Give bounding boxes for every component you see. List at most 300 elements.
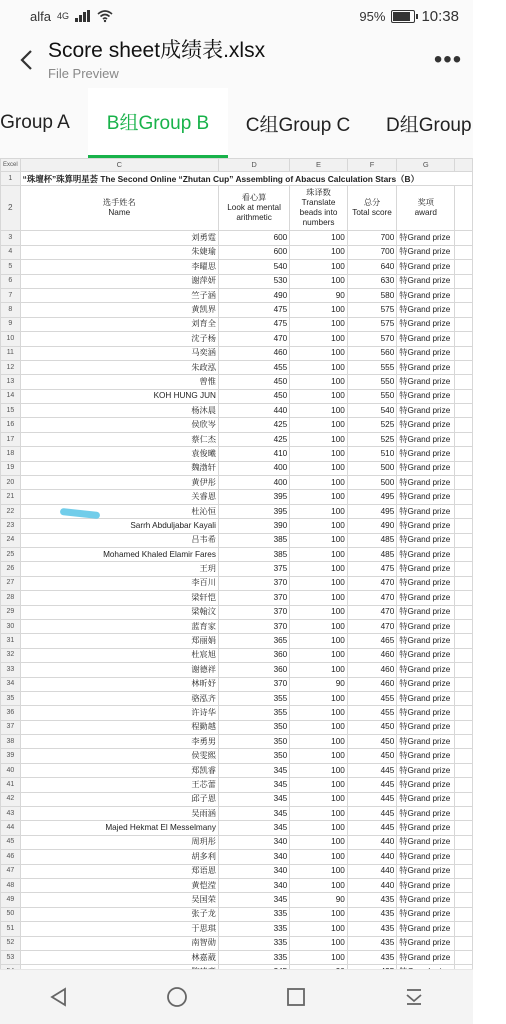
cell-name[interactable]: 谢德祥 (20, 663, 218, 677)
cell-beads-score[interactable]: 100 (290, 504, 348, 518)
cell-name[interactable]: Majed Hekmat El Messelmany (20, 821, 218, 835)
row-number[interactable]: 9 (1, 317, 21, 331)
cell-name[interactable]: 骆泓齐 (20, 691, 218, 705)
cell-award[interactable]: 特Grand prize (397, 576, 455, 590)
empty-cell[interactable] (455, 490, 473, 504)
cell-name[interactable]: 林嘉葳 (20, 950, 218, 964)
cell-name[interactable]: 蓝育家 (20, 619, 218, 633)
tab-group-b[interactable]: B组Group B (88, 88, 228, 158)
cell-award[interactable]: 特Grand prize (397, 619, 455, 633)
cell-award[interactable]: 特Grand prize (397, 533, 455, 547)
cell-name[interactable]: 刘育全 (20, 317, 218, 331)
cell-beads-score[interactable]: 100 (290, 519, 348, 533)
cell-total-score[interactable]: 540 (347, 404, 396, 418)
cell-name[interactable]: 袁俊曦 (20, 447, 218, 461)
cell-award[interactable]: 特Grand prize (397, 591, 455, 605)
cell-award[interactable]: 特Grand prize (397, 634, 455, 648)
col-letter[interactable]: F (347, 159, 396, 172)
cell-total-score[interactable]: 495 (347, 504, 396, 518)
cell-award[interactable]: 特Grand prize (397, 447, 455, 461)
cell-beads-score[interactable]: 100 (290, 663, 348, 677)
row-number[interactable]: 17 (1, 432, 21, 446)
cell-total-score[interactable]: 470 (347, 576, 396, 590)
row-number[interactable]: 1 (1, 172, 21, 186)
cell-total-score[interactable]: 575 (347, 317, 396, 331)
cell-mental-score[interactable]: 355 (218, 691, 289, 705)
empty-cell[interactable] (455, 792, 473, 806)
row-number[interactable]: 48 (1, 878, 21, 892)
cell-mental-score[interactable]: 470 (218, 332, 289, 346)
cell-name[interactable]: KOH HUNG JUN (20, 389, 218, 403)
cell-award[interactable]: 特Grand prize (397, 677, 455, 691)
cell-mental-score[interactable]: 340 (218, 878, 289, 892)
back-button[interactable] (10, 40, 42, 80)
cell-name[interactable]: 林昕妤 (20, 677, 218, 691)
cell-beads-score[interactable]: 100 (290, 778, 348, 792)
cell-total-score[interactable]: 510 (347, 447, 396, 461)
cell-total-score[interactable]: 450 (347, 735, 396, 749)
empty-cell[interactable] (455, 821, 473, 835)
empty-cell[interactable] (455, 763, 473, 777)
empty-cell[interactable] (455, 461, 473, 475)
cell-award[interactable]: 特Grand prize (397, 648, 455, 662)
empty-cell[interactable] (455, 476, 473, 490)
empty-cell[interactable] (455, 950, 473, 964)
cell-mental-score[interactable]: 345 (218, 807, 289, 821)
cell-mental-score[interactable]: 530 (218, 274, 289, 288)
empty-cell[interactable] (455, 619, 473, 633)
cell-award[interactable]: 特Grand prize (397, 260, 455, 274)
row-number[interactable]: 43 (1, 807, 21, 821)
cell-total-score[interactable]: 500 (347, 476, 396, 490)
row-number[interactable]: 20 (1, 476, 21, 490)
cell-beads-score[interactable]: 100 (290, 274, 348, 288)
nav-notification-button[interactable] (394, 977, 434, 1017)
empty-cell[interactable] (455, 634, 473, 648)
cell-beads-score[interactable]: 100 (290, 878, 348, 892)
cell-award[interactable]: 特Grand prize (397, 835, 455, 849)
cell-award[interactable]: 特Grand prize (397, 864, 455, 878)
cell-total-score[interactable]: 485 (347, 547, 396, 561)
empty-cell[interactable] (455, 519, 473, 533)
empty-cell[interactable] (455, 346, 473, 360)
cell-mental-score[interactable]: 365 (218, 634, 289, 648)
cell-mental-score[interactable]: 425 (218, 418, 289, 432)
cell-award[interactable]: 特Grand prize (397, 922, 455, 936)
row-number[interactable]: 3 (1, 231, 21, 245)
cell-beads-score[interactable]: 90 (290, 288, 348, 302)
empty-cell[interactable] (455, 936, 473, 950)
cell-total-score[interactable]: 700 (347, 245, 396, 259)
cell-name[interactable]: 张子龙 (20, 907, 218, 921)
cell-award[interactable]: 特Grand prize (397, 418, 455, 432)
cell-beads-score[interactable]: 100 (290, 260, 348, 274)
cell-total-score[interactable]: 560 (347, 346, 396, 360)
row-number[interactable]: 36 (1, 706, 21, 720)
cell-award[interactable]: 特Grand prize (397, 735, 455, 749)
cell-award[interactable]: 特Grand prize (397, 605, 455, 619)
cell-award[interactable]: 特Grand prize (397, 907, 455, 921)
cell-total-score[interactable]: 445 (347, 778, 396, 792)
empty-cell[interactable] (455, 389, 473, 403)
cell-name[interactable]: 李曜思 (20, 260, 218, 274)
row-number[interactable]: 24 (1, 533, 21, 547)
cell-beads-score[interactable]: 100 (290, 735, 348, 749)
cell-name[interactable]: 谢萍妍 (20, 274, 218, 288)
empty-cell[interactable] (455, 922, 473, 936)
cell-mental-score[interactable]: 350 (218, 749, 289, 763)
cell-name[interactable]: 程勤越 (20, 720, 218, 734)
cell-award[interactable]: 特Grand prize (397, 317, 455, 331)
empty-cell[interactable] (455, 878, 473, 892)
cell-award[interactable]: 特Grand prize (397, 404, 455, 418)
cell-beads-score[interactable]: 100 (290, 547, 348, 561)
cell-name[interactable]: 竺子涵 (20, 288, 218, 302)
nav-recents-button[interactable] (276, 977, 316, 1017)
header-total[interactable]: 总分 Total score (347, 186, 396, 231)
cell-name[interactable]: Sarrh Abduljabar Kayali (20, 519, 218, 533)
cell-name[interactable]: 许诗华 (20, 706, 218, 720)
cell-beads-score[interactable]: 100 (290, 576, 348, 590)
row-number[interactable]: 46 (1, 850, 21, 864)
cell-mental-score[interactable]: 370 (218, 591, 289, 605)
cell-total-score[interactable]: 445 (347, 807, 396, 821)
empty-cell[interactable] (455, 591, 473, 605)
row-number[interactable]: 52 (1, 936, 21, 950)
cell-total-score[interactable]: 460 (347, 648, 396, 662)
cell-award[interactable]: 特Grand prize (397, 504, 455, 518)
cell-mental-score[interactable]: 540 (218, 260, 289, 274)
cell-mental-score[interactable]: 335 (218, 922, 289, 936)
empty-cell[interactable] (455, 317, 473, 331)
cell-total-score[interactable]: 485 (347, 533, 396, 547)
row-number[interactable]: 2 (1, 186, 21, 231)
cell-mental-score[interactable]: 375 (218, 562, 289, 576)
cell-mental-score[interactable]: 370 (218, 619, 289, 633)
cell-beads-score[interactable]: 100 (290, 922, 348, 936)
cell-total-score[interactable]: 470 (347, 619, 396, 633)
sheet-title[interactable]: “珠壇杯”珠算明星荟 The Second Online “Zhutan Cup” Assembling of Abacus Calculation Stars（B） (20, 172, 472, 186)
cell-award[interactable]: 特Grand prize (397, 792, 455, 806)
cell-award[interactable]: 特Grand prize (397, 663, 455, 677)
empty-cell[interactable] (455, 562, 473, 576)
cell-name[interactable]: 邱子恩 (20, 792, 218, 806)
cell-award[interactable]: 特Grand prize (397, 274, 455, 288)
cell-total-score[interactable]: 435 (347, 950, 396, 964)
cell-beads-score[interactable]: 100 (290, 864, 348, 878)
cell-name[interactable]: 胡多利 (20, 850, 218, 864)
cell-award[interactable]: 特Grand prize (397, 763, 455, 777)
cell-name[interactable]: 关睿恩 (20, 490, 218, 504)
cell-name[interactable]: 郑语恩 (20, 864, 218, 878)
cell-mental-score[interactable]: 340 (218, 864, 289, 878)
row-number[interactable]: 32 (1, 648, 21, 662)
cell-mental-score[interactable]: 355 (218, 706, 289, 720)
cell-beads-score[interactable]: 100 (290, 303, 348, 317)
cell-total-score[interactable]: 435 (347, 922, 396, 936)
cell-name[interactable]: 杨沐晨 (20, 404, 218, 418)
cell-beads-score[interactable]: 90 (290, 893, 348, 907)
row-number[interactable]: 15 (1, 404, 21, 418)
cell-award[interactable]: 特Grand prize (397, 490, 455, 504)
row-number[interactable]: 4 (1, 245, 21, 259)
cell-beads-score[interactable]: 100 (290, 461, 348, 475)
col-letter[interactable]: C (20, 159, 218, 172)
cell-mental-score[interactable]: 390 (218, 519, 289, 533)
cell-mental-score[interactable]: 370 (218, 605, 289, 619)
col-letter[interactable]: D (218, 159, 289, 172)
cell-name[interactable]: 沈子杨 (20, 332, 218, 346)
cell-mental-score[interactable]: 335 (218, 950, 289, 964)
cell-beads-score[interactable]: 100 (290, 231, 348, 245)
cell-total-score[interactable]: 490 (347, 519, 396, 533)
cell-name[interactable]: 黄伊彤 (20, 476, 218, 490)
cell-total-score[interactable]: 440 (347, 864, 396, 878)
nav-back-button[interactable] (39, 977, 79, 1017)
cell-beads-score[interactable]: 100 (290, 950, 348, 964)
cell-name[interactable]: 周玥彤 (20, 835, 218, 849)
cell-beads-score[interactable]: 100 (290, 763, 348, 777)
empty-cell[interactable] (455, 245, 473, 259)
cell-mental-score[interactable]: 385 (218, 533, 289, 547)
empty-cell[interactable] (455, 274, 473, 288)
row-number[interactable]: 14 (1, 389, 21, 403)
empty-cell[interactable] (455, 231, 473, 245)
cell-beads-score[interactable]: 100 (290, 605, 348, 619)
header-mental[interactable]: 看心算 Look at mental arithmetic (218, 186, 289, 231)
cell-award[interactable]: 特Grand prize (397, 231, 455, 245)
cell-award[interactable]: 特Grand prize (397, 432, 455, 446)
empty-cell[interactable] (455, 907, 473, 921)
row-number[interactable]: 25 (1, 547, 21, 561)
cell-total-score[interactable]: 570 (347, 332, 396, 346)
row-number[interactable]: 50 (1, 907, 21, 921)
cell-mental-score[interactable]: 345 (218, 763, 289, 777)
empty-cell[interactable] (455, 807, 473, 821)
cell-beads-score[interactable]: 100 (290, 807, 348, 821)
row-number[interactable]: 38 (1, 735, 21, 749)
row-number[interactable]: 45 (1, 835, 21, 849)
cell-mental-score[interactable]: 345 (218, 792, 289, 806)
cell-beads-score[interactable]: 100 (290, 404, 348, 418)
empty-cell[interactable] (455, 677, 473, 691)
cell-beads-score[interactable]: 100 (290, 490, 348, 504)
cell-total-score[interactable]: 440 (347, 835, 396, 849)
row-number[interactable]: 16 (1, 418, 21, 432)
cell-mental-score[interactable]: 410 (218, 447, 289, 461)
cell-name[interactable]: 吕韦希 (20, 533, 218, 547)
tab-group-c[interactable]: C组Group C (245, 114, 351, 136)
cell-total-score[interactable]: 455 (347, 706, 396, 720)
cell-name[interactable]: 郑凯睿 (20, 763, 218, 777)
empty-cell[interactable] (455, 504, 473, 518)
cell-award[interactable]: 特Grand prize (397, 691, 455, 705)
cell-beads-score[interactable]: 100 (290, 245, 348, 259)
cell-total-score[interactable]: 630 (347, 274, 396, 288)
row-number[interactable]: 26 (1, 562, 21, 576)
row-number[interactable]: 33 (1, 663, 21, 677)
cell-beads-score[interactable]: 100 (290, 389, 348, 403)
cell-beads-score[interactable]: 100 (290, 562, 348, 576)
row-number[interactable]: 13 (1, 375, 21, 389)
cell-award[interactable]: 特Grand prize (397, 936, 455, 950)
cell-beads-score[interactable]: 100 (290, 850, 348, 864)
cell-beads-score[interactable]: 100 (290, 476, 348, 490)
cell-total-score[interactable]: 465 (347, 634, 396, 648)
row-number[interactable]: 42 (1, 792, 21, 806)
empty-cell[interactable] (455, 576, 473, 590)
cell-name[interactable]: 黄恺滢 (20, 878, 218, 892)
cell-award[interactable]: 特Grand prize (397, 547, 455, 561)
cell-total-score[interactable]: 555 (347, 360, 396, 374)
cell-name[interactable]: 侯欣岑 (20, 418, 218, 432)
col-letter[interactable]: E (290, 159, 348, 172)
cell-award[interactable]: 特Grand prize (397, 476, 455, 490)
row-number[interactable]: 5 (1, 260, 21, 274)
row-number[interactable]: 21 (1, 490, 21, 504)
cell-mental-score[interactable]: 340 (218, 850, 289, 864)
cell-name[interactable]: 黄凯界 (20, 303, 218, 317)
empty-cell[interactable] (455, 663, 473, 677)
empty-cell[interactable] (455, 375, 473, 389)
row-number[interactable]: 37 (1, 720, 21, 734)
row-number[interactable]: 10 (1, 332, 21, 346)
cell-total-score[interactable]: 435 (347, 893, 396, 907)
cell-award[interactable]: 特Grand prize (397, 288, 455, 302)
row-number[interactable]: 31 (1, 634, 21, 648)
cell-name[interactable]: 杜沁恒 (20, 504, 218, 518)
cell-total-score[interactable]: 445 (347, 763, 396, 777)
cell-mental-score[interactable]: 350 (218, 735, 289, 749)
cell-name[interactable]: 南智勋 (20, 936, 218, 950)
row-number[interactable]: 51 (1, 922, 21, 936)
empty-cell[interactable] (455, 288, 473, 302)
cell-beads-score[interactable]: 100 (290, 317, 348, 331)
header-award[interactable]: 奖项 award (397, 186, 455, 231)
cell-total-score[interactable]: 525 (347, 432, 396, 446)
row-number[interactable]: 34 (1, 677, 21, 691)
cell-award[interactable]: 特Grand prize (397, 950, 455, 964)
cell-mental-score[interactable]: 340 (218, 835, 289, 849)
cell-total-score[interactable]: 500 (347, 461, 396, 475)
cell-mental-score[interactable]: 395 (218, 490, 289, 504)
row-number[interactable]: 49 (1, 893, 21, 907)
cell-award[interactable]: 特Grand prize (397, 706, 455, 720)
tab-group-d[interactable]: D组Group (386, 114, 472, 136)
cell-total-score[interactable]: 550 (347, 389, 396, 403)
row-number[interactable]: 18 (1, 447, 21, 461)
more-options-button[interactable] (423, 46, 473, 74)
cell-mental-score[interactable]: 335 (218, 907, 289, 921)
empty-cell[interactable] (455, 533, 473, 547)
cell-name[interactable]: 曾惟 (20, 375, 218, 389)
cell-award[interactable]: 特Grand prize (397, 389, 455, 403)
empty-cell[interactable] (455, 360, 473, 374)
cell-beads-score[interactable]: 90 (290, 677, 348, 691)
row-number[interactable]: 27 (1, 576, 21, 590)
cell-award[interactable]: 特Grand prize (397, 807, 455, 821)
empty-cell[interactable] (455, 186, 473, 231)
cell-mental-score[interactable]: 600 (218, 245, 289, 259)
cell-beads-score[interactable]: 100 (290, 835, 348, 849)
cell-name[interactable]: 郑丽娟 (20, 634, 218, 648)
cell-award[interactable]: 特Grand prize (397, 245, 455, 259)
cell-beads-score[interactable]: 100 (290, 720, 348, 734)
empty-cell[interactable] (455, 778, 473, 792)
header-beads[interactable]: 珠译数 Translate beads into numbers (290, 186, 348, 231)
cell-beads-score[interactable]: 100 (290, 619, 348, 633)
cell-name[interactable]: 王玥 (20, 562, 218, 576)
cell-name[interactable]: 吴雨涵 (20, 807, 218, 821)
cell-name[interactable]: 蔡仁杰 (20, 432, 218, 446)
cell-total-score[interactable]: 440 (347, 878, 396, 892)
cell-total-score[interactable]: 440 (347, 850, 396, 864)
cell-total-score[interactable]: 435 (347, 936, 396, 950)
cell-award[interactable]: 特Grand prize (397, 519, 455, 533)
cell-mental-score[interactable]: 400 (218, 476, 289, 490)
col-letter-empty[interactable] (455, 159, 473, 172)
cell-beads-score[interactable]: 100 (290, 432, 348, 446)
cell-total-score[interactable]: 700 (347, 231, 396, 245)
cell-name[interactable]: 梁轩恺 (20, 591, 218, 605)
cell-award[interactable]: 特Grand prize (397, 720, 455, 734)
cell-beads-score[interactable]: 100 (290, 821, 348, 835)
empty-cell[interactable] (455, 260, 473, 274)
empty-cell[interactable] (455, 404, 473, 418)
cell-mental-score[interactable]: 335 (218, 936, 289, 950)
cell-total-score[interactable]: 435 (347, 907, 396, 921)
cell-beads-score[interactable]: 100 (290, 706, 348, 720)
empty-cell[interactable] (455, 432, 473, 446)
cell-mental-score[interactable]: 385 (218, 547, 289, 561)
row-number[interactable]: 29 (1, 605, 21, 619)
cell-total-score[interactable]: 460 (347, 677, 396, 691)
cell-award[interactable]: 特Grand prize (397, 562, 455, 576)
empty-cell[interactable] (455, 605, 473, 619)
row-number[interactable]: 39 (1, 749, 21, 763)
cell-award[interactable]: 特Grand prize (397, 375, 455, 389)
row-number[interactable]: 7 (1, 288, 21, 302)
row-number[interactable]: 23 (1, 519, 21, 533)
empty-cell[interactable] (455, 447, 473, 461)
cell-award[interactable]: 特Grand prize (397, 850, 455, 864)
row-number[interactable]: 53 (1, 950, 21, 964)
empty-cell[interactable] (455, 648, 473, 662)
cell-award[interactable]: 特Grand prize (397, 749, 455, 763)
cell-mental-score[interactable]: 450 (218, 375, 289, 389)
cell-mental-score[interactable]: 450 (218, 389, 289, 403)
cell-mental-score[interactable]: 475 (218, 303, 289, 317)
cell-beads-score[interactable]: 100 (290, 634, 348, 648)
cell-mental-score[interactable]: 370 (218, 576, 289, 590)
cell-beads-score[interactable]: 100 (290, 346, 348, 360)
cell-total-score[interactable]: 640 (347, 260, 396, 274)
cell-mental-score[interactable]: 345 (218, 778, 289, 792)
row-number[interactable]: 8 (1, 303, 21, 317)
cell-mental-score[interactable]: 345 (218, 893, 289, 907)
cell-beads-score[interactable]: 100 (290, 749, 348, 763)
cell-mental-score[interactable]: 345 (218, 821, 289, 835)
cell-award[interactable]: 特Grand prize (397, 346, 455, 360)
row-number[interactable]: 47 (1, 864, 21, 878)
empty-cell[interactable] (455, 332, 473, 346)
empty-cell[interactable] (455, 864, 473, 878)
row-number[interactable]: 44 (1, 821, 21, 835)
cell-name[interactable]: 马奕涵 (20, 346, 218, 360)
empty-cell[interactable] (455, 735, 473, 749)
cell-award[interactable]: 特Grand prize (397, 360, 455, 374)
empty-cell[interactable] (455, 850, 473, 864)
